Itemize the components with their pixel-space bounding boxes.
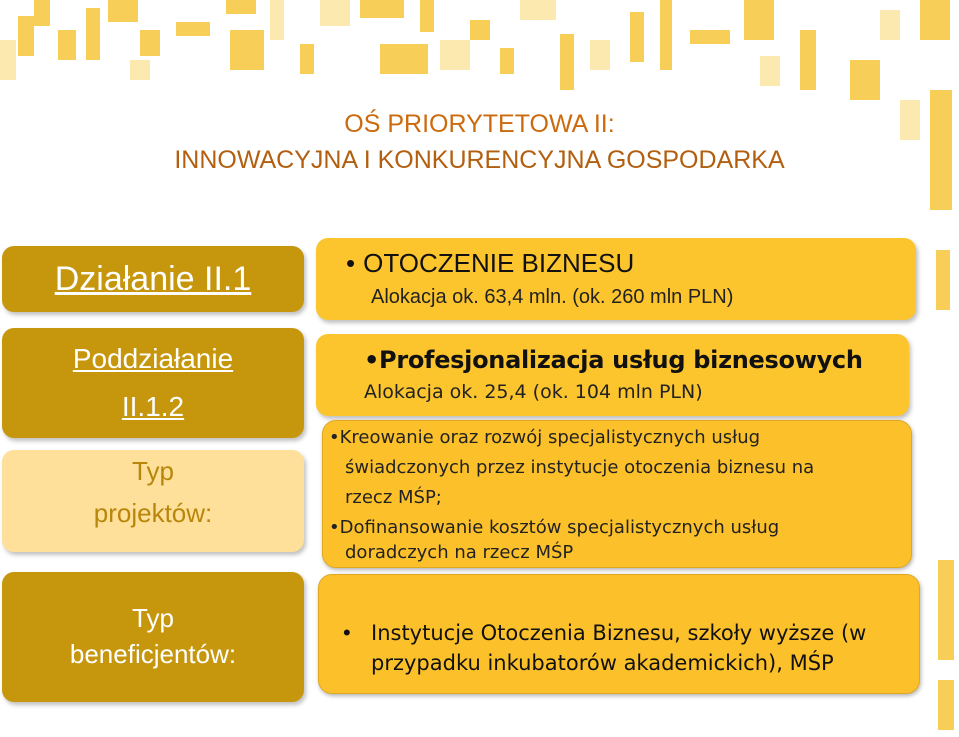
typ-beneficjentow-label-box <box>2 572 304 702</box>
typ-beneficjentow-label-line2: beneficjentów: <box>69 639 237 669</box>
typ-projektow-item-1b: świadczonych przez instytucje otoczenia biznesu na <box>345 457 815 478</box>
dzialanie-label-box <box>2 246 304 312</box>
typ-beneficjentow-panel <box>318 574 920 694</box>
typ-projektow-item-1a: •Kreowanie oraz rozwój specjalistycznych usług <box>329 427 761 448</box>
typ-projektow-item-2a: •Dofinansowanie kosztów specjalistycznych usług <box>329 517 780 538</box>
typ-beneficjentow-label-line1: Typ <box>132 603 174 633</box>
poddzialanie-label-line2: II.1.2 <box>121 391 185 422</box>
dzialanie-panel <box>316 238 916 320</box>
poddzialanie-label-line1: Poddziałanie <box>72 343 234 374</box>
beneficjenci-bullet: • <box>343 620 351 645</box>
typ-projektow-panel <box>322 420 912 568</box>
poddzialanie-panel-heading <box>364 344 863 376</box>
dzialanie-label: Działanie II.1 <box>54 260 252 298</box>
poddzialanie-panel <box>316 334 909 416</box>
dzialanie-panel-title: OTOCZENIE BIZNESU <box>363 248 635 278</box>
beneficjenci-line2: przypadku inkubatorów akademickich), MŚP <box>371 651 834 675</box>
typ-projektow-label-line2: projektów: <box>93 498 213 528</box>
typ-projektow-item-2b: doradczych na rzecz MŚP <box>345 542 574 563</box>
poddzialanie-panel-title: Profesjonalizacja usług biznesowych <box>379 346 863 374</box>
beneficjenci-line1: Instytucje Otoczenia Biznesu, szkoły wyższe (w <box>371 621 867 645</box>
priority-axis-title: OŚ PRIORYTETOWA II: <box>344 110 615 138</box>
bullet: • <box>346 248 356 278</box>
poddzialanie-panel-allocation: Alokacja ok. 25,4 (ok. 104 mln PLN) <box>364 381 703 403</box>
typ-projektow-item-1c: rzecz MŚP; <box>345 487 442 508</box>
priority-axis-subtitle: INNOWACYJNA I KONKURENCYJNA GOSPODARKA <box>174 146 785 174</box>
typ-projektow-label-line1: Typ <box>132 456 174 486</box>
bullet: • <box>364 346 380 374</box>
poddzialanie-label-box <box>2 328 304 438</box>
dzialanie-panel-allocation: Alokacja ok. 63,4 mln. (ok. 260 mln PLN) <box>371 286 734 308</box>
dzialanie-panel-heading <box>346 248 634 278</box>
typ-projektow-label-box <box>2 450 304 552</box>
